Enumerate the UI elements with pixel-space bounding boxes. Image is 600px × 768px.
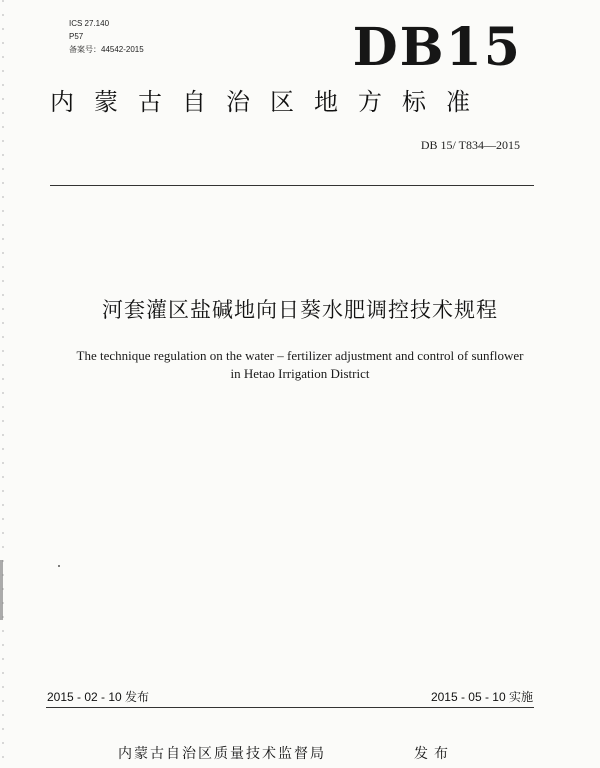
standard-category: 内蒙古自治区地方标准 (50, 88, 490, 116)
top-divider (50, 185, 534, 186)
issue-date: 2015 - 02 - 10 发布 (47, 690, 150, 704)
ccs-code: P57 (69, 32, 84, 41)
scan-speck (58, 565, 60, 567)
bottom-divider (46, 707, 534, 708)
standard-logo: DB15 (352, 17, 522, 78)
publisher-name: 内蒙古自治区质量技术监督局 (118, 746, 326, 762)
title-english-line1: The technique regulation on the water – fertilizer adjustment and control of sunflower (76, 348, 524, 363)
title-english-line2: in Hetao Irrigation District (230, 366, 370, 381)
classification-block (69, 17, 144, 56)
implementation-date: 2015 - 05 - 10 实施 (430, 690, 533, 704)
record-number: 备案号：44542-2015 (69, 45, 144, 54)
ics-code: ICS 27.140 (69, 19, 110, 28)
scan-edge (2, 0, 4, 768)
title-chinese: 河套灌区盐碱地向日葵水肥调控技术规程 (102, 298, 498, 322)
standard-number: DB 15/ T834—2015 (420, 138, 520, 152)
publish-label: 发布 (414, 746, 454, 762)
scan-edge-mark (0, 560, 3, 620)
title-english (0, 347, 600, 383)
